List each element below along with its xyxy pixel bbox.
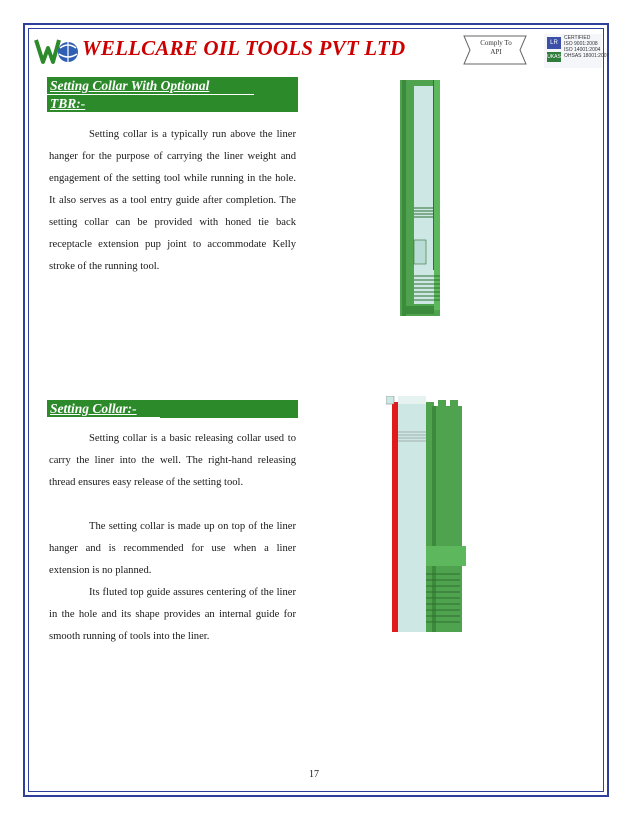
setting-collar-tbr-illustration xyxy=(400,80,440,316)
iso-certification-block xyxy=(544,34,610,68)
cert-line: OHSAS 18001:2007 xyxy=(564,53,610,59)
section-heading-setting-collar xyxy=(47,400,298,418)
section2-para3: Its fluted top guide assures centering of the liner in the hole and its shape provides an internal guide for smooth running of tools into the liner. xyxy=(49,587,296,642)
letterhead xyxy=(34,32,610,70)
section2-para2: The setting collar is made up on top of the liner hanger and is recommended for use when a liner extension is no planned. xyxy=(49,521,296,576)
cert-line: CERTIFIED xyxy=(564,35,591,41)
cert-line: ISO 9001:2008 xyxy=(564,41,598,47)
section-heading-setting-collar-tbr xyxy=(47,77,298,112)
section-title-line2: TBR:- xyxy=(50,96,86,111)
certification-text xyxy=(564,35,609,59)
section1-body: Setting collar is a typically run above the liner hanger for the purpose of carrying the liner weight and engagement of the setting tool while running in the hole. It also serves as a tool entry guide after completion. The setting collar can be provided with honed tie back receptacle extension pup joint to accommodate Kelly stroke of the running tool. xyxy=(49,129,296,272)
section-title: Setting Collar:- xyxy=(47,400,160,418)
company-logo xyxy=(34,34,80,68)
section2-para1: Setting collar is a basic releasing collar used to carry the liner into the well. The right-hand releasing thread ensures easy release of the setting tool. xyxy=(49,433,296,488)
certification-logo-icon: LR xyxy=(547,37,561,49)
company-name: WELLCARE OIL TOOLS PVT LTD xyxy=(82,36,406,60)
accreditation-logo-icon: UKAS xyxy=(547,54,561,60)
cert-line: ISO 14001:2004 xyxy=(564,47,601,53)
section-title-line1: Setting Collar With Optional xyxy=(47,77,254,95)
page-number: 17 xyxy=(309,769,319,780)
api-badge-text: Comply To API xyxy=(480,39,512,56)
setting-collar-illustration xyxy=(386,396,466,638)
